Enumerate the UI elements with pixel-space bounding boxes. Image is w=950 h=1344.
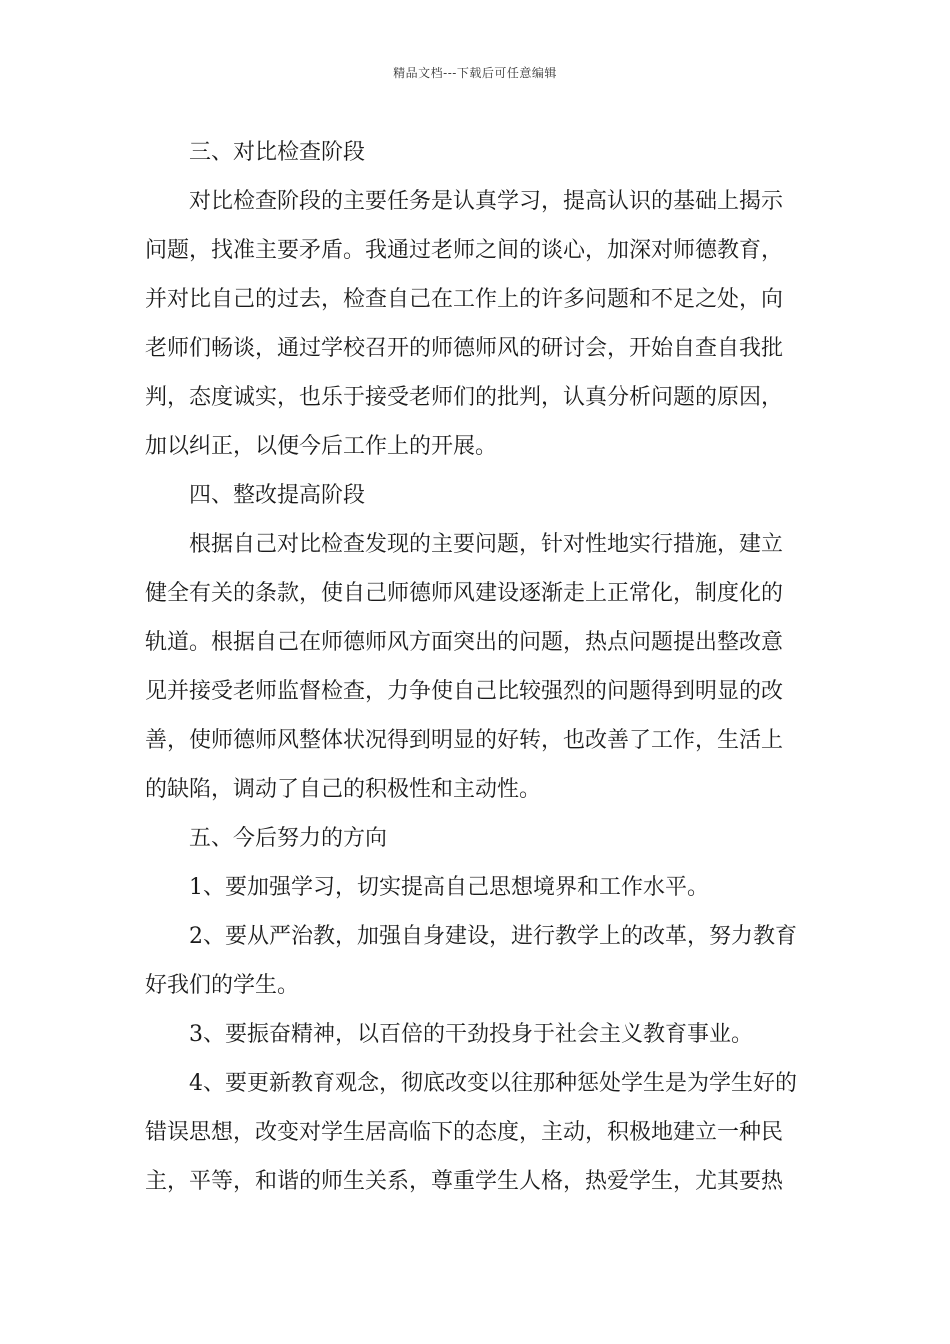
text-line: 的缺陷，调动了自己的积极性和主动性。 [145, 777, 542, 802]
text-line: 对比检查阶段的主要任务是认真学习，提高认识的基础上揭示 [189, 189, 784, 214]
text-line: 五、今后努力的方向 [189, 826, 388, 851]
text-line: 判，态度诚实，也乐于接受老师们的批判，认真分析问题的原因， [145, 385, 784, 410]
text-line: 四、整改提高阶段 [189, 483, 366, 508]
text-line: 老师们畅谈，通过学校召开的师德师风的研讨会，开始自查自我批 [145, 336, 784, 361]
text-line: 并对比自己的过去，检查自己在工作上的许多问题和不足之处，向 [145, 287, 784, 312]
text-line: 健全有关的条款，使自己师德师风建设逐渐走上正常化，制度化的 [145, 581, 784, 606]
text-line: 三、对比检查阶段 [189, 140, 366, 165]
text-line: 3、要振奋精神，以百倍的干劲投身于社会主义教育事业。 [189, 1022, 753, 1047]
page-header: 精品文档---下载后可任意编辑 [393, 66, 557, 80]
text-line: 1、要加强学习，切实提高自己思想境界和工作水平。 [189, 875, 709, 900]
text-line: 加以纠正，以便今后工作上的开展。 [145, 434, 498, 459]
text-line: 4、要更新教育观念，彻底改变以往那种惩处学生是为学生好的 [189, 1071, 797, 1096]
text-line: 好我们的学生。 [145, 973, 300, 998]
text-line: 根据自己对比检查发现的主要问题，针对性地实行措施，建立 [189, 532, 784, 557]
text-line: 错误思想，改变对学生居高临下的态度，主动，积极地建立一种民 [145, 1120, 784, 1145]
text-line: 见并接受老师监督检查，力争使自己比较强烈的问题得到明显的改 [145, 679, 784, 704]
text-line: 善，使师德师风整体状况得到明显的好转，也改善了工作，生活上 [145, 728, 784, 753]
text-line: 2、要从严治教，加强自身建设，进行教学上的改革，努力教育 [189, 924, 797, 949]
text-line: 主，平等，和谐的师生关系，尊重学生人格，热爱学生，尤其要热 [145, 1169, 784, 1194]
text-line: 问题，找准主要矛盾。我通过老师之间的谈心，加深对师德教育， [145, 238, 784, 263]
text-line: 轨道。根据自己在师德师风方面突出的问题，热点问题提出整改意 [145, 630, 784, 655]
document-body [145, 128, 807, 1206]
